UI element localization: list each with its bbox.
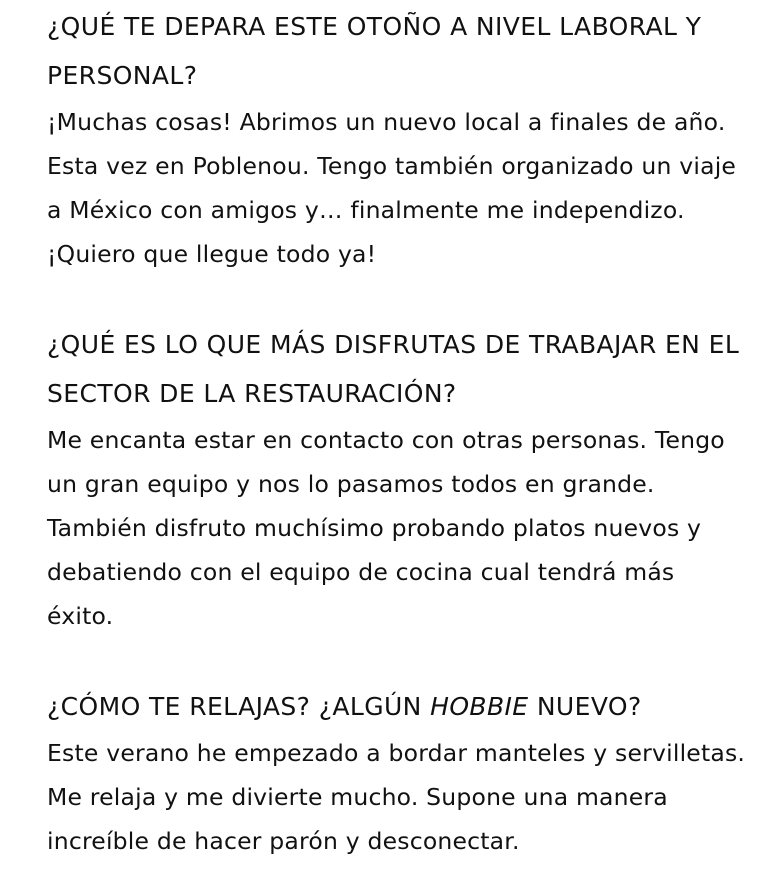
qa-block-restaurant-sector bbox=[47, 320, 747, 638]
question-emphasis: HOBBIE bbox=[430, 692, 529, 721]
question-text-end: NUEVO? bbox=[528, 692, 642, 721]
answer-paragraph: Me encanta estar en contacto con otras personas. Tengo un gran equipo y nos lo pasamos todos en grande. También disfruto muchísimo probando platos nuevos y debatiendo con el equipo de cocina cual tendrá más éxito. bbox=[47, 426, 725, 630]
interview-article bbox=[47, 2, 747, 863]
answer-paragraph: ¡Muchas cosas! Abrimos un nuevo local a finales de año. Esta vez en Poblenou. Tengo también organizado un viaje a México con amigos y… finalmente me independizo. ¡Quiero que llegue todo ya! bbox=[47, 108, 737, 268]
answer-paragraph: Este verano he empezado a bordar manteles y servilletas. Me relaja y me divierte mucho. Supone una manera increíble de hacer parón y desconectar. bbox=[47, 739, 746, 855]
question-heading: ¿QUÉ ES LO QUE MÁS DISFRUTAS DE TRABAJAR EN EL SECTOR DE LA RESTAURACIÓN? bbox=[47, 330, 740, 408]
qa-block-autumn bbox=[47, 2, 747, 276]
question-text-start: ¿CÓMO TE RELAJAS? ¿ALGÚN bbox=[47, 692, 431, 721]
question-heading: ¿QUÉ TE DEPARA ESTE OTOÑO A NIVEL LABORAL Y PERSONAL? bbox=[47, 12, 702, 90]
question-heading bbox=[47, 682, 747, 731]
qa-block-hobbies bbox=[47, 682, 747, 863]
